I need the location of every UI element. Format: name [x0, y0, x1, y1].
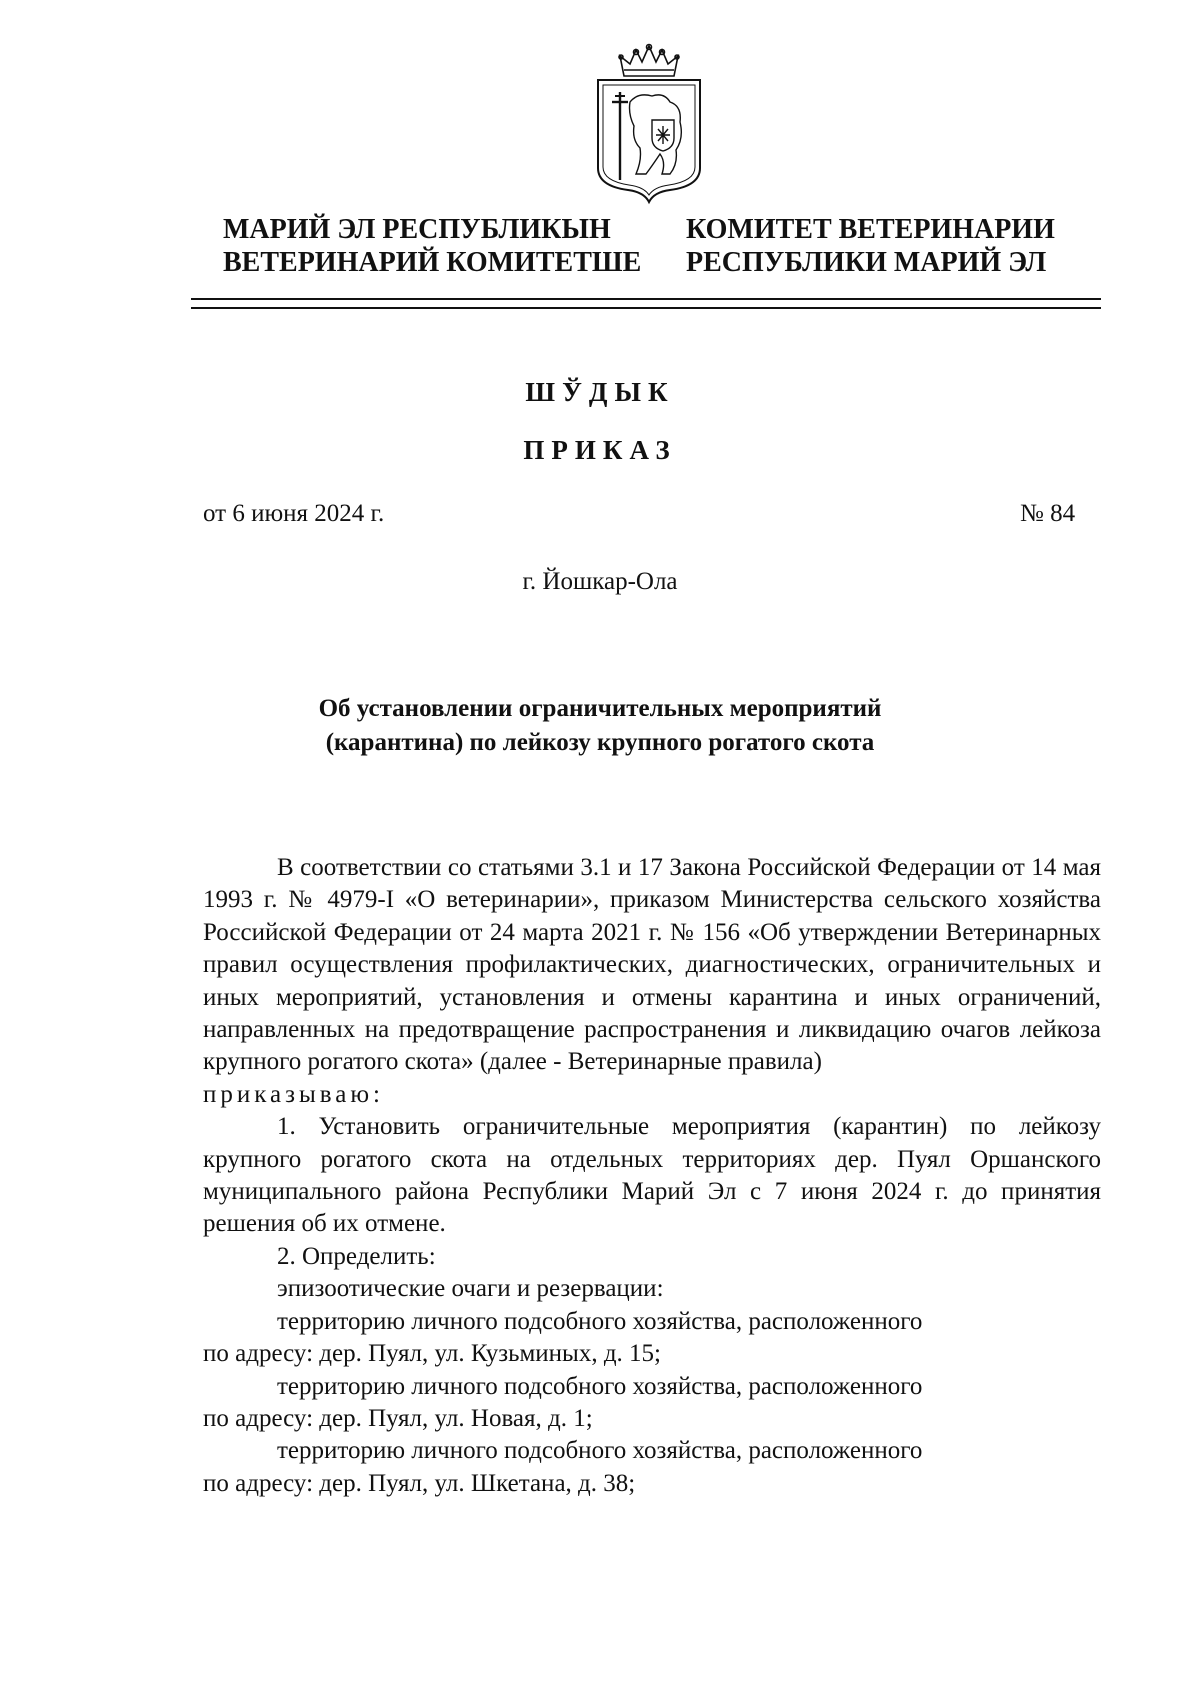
order-word: приказываю: — [203, 1080, 384, 1108]
header-mari-line1: МАРИЙ ЭЛ РЕСПУБЛИКЫН — [223, 214, 611, 245]
subject-line1: Об установлении ограничительных мероприятий — [318, 695, 882, 722]
header-divider-bottom — [191, 307, 1101, 309]
header-divider-top — [191, 298, 1101, 300]
territory-1-line2: по адресу: дер. Пуял, ул. Кузьминых, д. 15; — [203, 1340, 662, 1368]
territory-3-line1: территорию личного подсобного хозяйства, расположенного — [277, 1437, 923, 1465]
document-city: г. Йошкар-Ола — [522, 568, 678, 595]
document-number: № 84 — [1020, 500, 1076, 527]
coat-of-arms-icon — [590, 40, 708, 210]
header-russian-line2: РЕСПУБЛИКИ МАРИЙ ЭЛ — [686, 247, 1047, 278]
territory-3-line2: по адресу: дер. Пуял, ул. Шкетана, д. 38; — [203, 1469, 636, 1497]
document-date: от 6 июня 2024 г. — [203, 500, 385, 527]
header-mari — [223, 213, 641, 279]
subject-line2: (карантина) по лейкозу крупного рогатого скота — [325, 729, 875, 756]
document-title-mari: ШЎДЫК — [525, 377, 675, 407]
header-russian — [686, 213, 1055, 279]
order-item-2: 2. Определить: — [277, 1242, 436, 1270]
territory-2-line1: территорию личного подсобного хозяйства, расположенного — [277, 1372, 923, 1400]
document-subject — [0, 692, 1200, 760]
territory-1-line1: территорию личного подсобного хозяйства, расположенного — [277, 1307, 923, 1335]
document-title: ПРИКАЗ — [523, 435, 677, 465]
header-mari-line2: ВЕТЕРИНАРИЙ КОМИТЕТШЕ — [223, 247, 642, 278]
body-intro-paragraph: В соответствии со статьями 3.1 и 17 Закона Российской Федерации от 14 мая 1993 г. № 4979-I «О ветеринарии», приказом Министерства сельского хозяйства Российской Федерации от 24 марта 2021 г. № 156 «Об утверждении Ветеринарных правил осуществления профилактических, диагностических, ограничительных и иных мероприятий, установления и отмены карантина и иных ограничений, направленных на предотвращение распространения и ликвидацию очагов лейкоза крупного рогатого скота» (далее - Ветеринарные правила) — [203, 854, 1101, 1076]
document-body — [203, 852, 1101, 1500]
header-russian-line1: КОМИТЕТ ВЕТЕРИНАРИИ — [686, 214, 1055, 245]
order-item-2-subheading: эпизоотические очаги и резервации: — [277, 1275, 664, 1303]
territory-2-line2: по адресу: дер. Пуял, ул. Новая, д. 1; — [203, 1404, 593, 1432]
order-item-1: 1. Установить ограничительные мероприятия (карантин) по лейкозу крупного рогатого скота на отдельных территориях дер. Пуял Оршанского муниципального района Республики Марий Эл с 7 июня 2024 г. до принятия решения об их отмене. — [203, 1113, 1101, 1238]
